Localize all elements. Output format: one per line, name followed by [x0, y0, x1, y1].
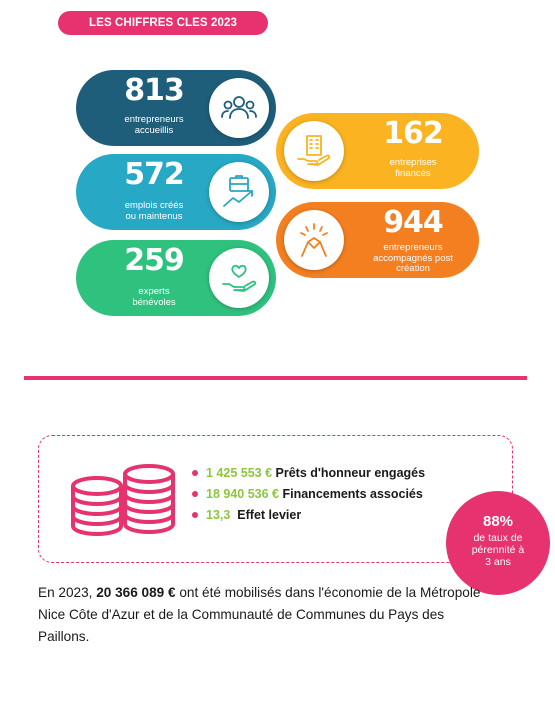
perennite-badge — [446, 491, 550, 595]
summary-paragraph: En 2023, 20 366 089 € ont été mobilisés dans l'économie de la Métropole Nice Côte d'Azur et de la Communauté de Communes du Pays des Paillons. — [38, 585, 481, 644]
perennite-label: de taux de pérennité à 3 ans — [471, 532, 525, 568]
stat-number: 944 — [383, 205, 443, 240]
stat-label: entreprises financés — [389, 157, 437, 179]
stat-label: emplois créés ou maintenus — [124, 200, 184, 222]
briefcase-growth-icon — [209, 162, 269, 222]
stat-number: 162 — [383, 116, 443, 151]
finance-item-financements: 18 940 536 € Financements associés — [192, 486, 423, 502]
section-badge: LES CHIFFRES CLES 2023 — [58, 11, 268, 35]
stat-pill-accompagnes — [276, 202, 479, 278]
coins-icon — [65, 464, 195, 544]
stat-label: entrepreneurs accueillis — [124, 114, 184, 136]
bullet-icon — [192, 491, 198, 497]
finance-item-levier: 13,3 Effet levier — [192, 507, 301, 523]
stat-label: experts bénévoles — [132, 286, 176, 308]
stat-number: 572 — [124, 157, 184, 192]
building-hand-icon — [284, 121, 344, 181]
perennite-value: 88% — [482, 513, 514, 530]
stat-pill-finances — [276, 113, 479, 189]
heart-hand-icon — [209, 248, 269, 308]
stat-number: 259 — [124, 243, 184, 278]
stat-pill-accueillis — [76, 70, 276, 146]
stat-label: entrepreneurs accompagnés post création — [373, 242, 453, 274]
bullet-icon — [192, 512, 198, 518]
stat-pill-emplois — [76, 154, 276, 230]
handshake-icon — [284, 210, 344, 270]
stat-pill-experts — [76, 240, 276, 316]
section-divider — [24, 376, 527, 380]
people-icon — [209, 78, 269, 138]
finance-item-prets: 1 425 553 € Prêts d'honneur engagés — [192, 465, 425, 481]
stat-number: 813 — [124, 73, 184, 108]
bullet-icon — [192, 470, 198, 476]
